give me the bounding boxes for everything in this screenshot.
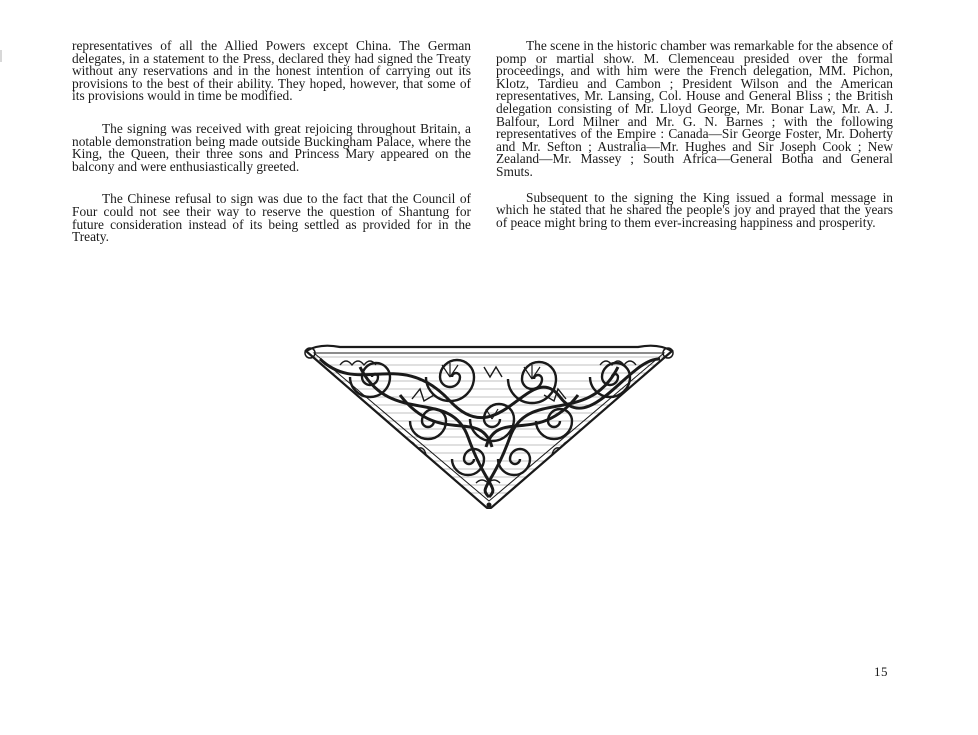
left-column (72, 40, 471, 264)
right-column (496, 40, 893, 242)
edge-mark (0, 50, 2, 62)
triangular-scroll-ornament-icon (300, 337, 678, 509)
left-paragraph-1: representatives of all the Allied Powers except China. The German delegates, in a statement to the Press, declared they had signed the Treaty without any reservations and in the honest intention of carrying out its provisions to the best of their ability. They hoped, however, that some of its provisions would in time be modified. (72, 38, 471, 104)
right-paragraph-2: Subsequent to the signing the King issued a formal message in which he stated that he shared the people's joy and prayed that the years of peace might bring to them ever-increasing happiness and prosperity. (496, 189, 893, 230)
left-paragraph-2: The signing was received with great rejoicing throughout Britain, a notable demonstration being made outside Buckingham Palace, where the King, the Queen, their three sons and Princess Mary appeared on the balcony and were enthusiastically greeted. (72, 120, 471, 174)
left-paragraph-3: The Chinese refusal to sign was due to the fact that the Council of Four could not see their way to reserve the question of Shantung for future consideration instead of its being settled as provided for in the Treaty. (72, 191, 471, 245)
page-number: 15 (874, 664, 888, 679)
right-paragraph-1: The scene in the historic chamber was remarkable for the absence of pomp or martial show. M. Clemenceau presided over the formal proceedings, and with him were the French delegation, MM. Pichon, Klotz, Tardieu and Cambon ; President Wilson and the American representatives, Mr. Lansing, Col. House and General Bliss ; the British delegation consisting of Mr. Lloyd George, Mr. Bonar Law, Mr. A. J. Balfour, Lord Milner and Mr. G. N. Barnes ; with the following representatives of the Empire : Canada—Sir George Foster, Mr. Doherty and Mr. Sefton ; Australia—Mr. Hughes and Sir Joseph Cook ; New Zealand—Mr. Massey ; South Africa—General Botha and General Smuts. (496, 38, 893, 179)
